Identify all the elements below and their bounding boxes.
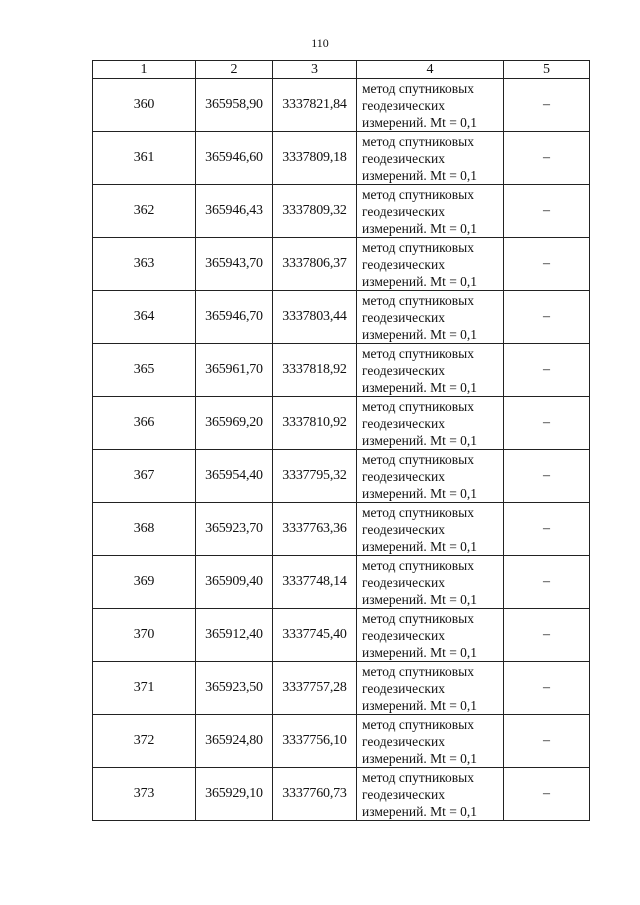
x-coordinate-cell: 365961,70 [196,344,273,397]
x-coordinate-cell: 365929,10 [196,768,273,821]
table-row [93,132,590,185]
method-line: геодезических [362,574,445,590]
y-coordinate-cell: 3337748,14 [273,556,357,609]
table-row [93,79,590,132]
x-coordinate-cell: 365969,20 [196,397,273,450]
point-number-cell: 365 [93,344,196,397]
method-line: метод спутниковых [362,133,474,149]
note-cell: – [504,715,590,768]
y-coordinate-cell: 3337795,32 [273,450,357,503]
table-row [93,768,590,821]
method-line: геодезических [362,415,445,431]
note-cell: – [504,344,590,397]
x-coordinate-cell: 365924,80 [196,715,273,768]
note-cell: – [504,185,590,238]
y-coordinate-cell: 3337806,37 [273,238,357,291]
method-line: измерений. Mt = 0,1 [362,326,478,342]
table-row [93,397,590,450]
method-cell [357,609,504,662]
method-line: измерений. Mt = 0,1 [362,538,478,554]
method-line: геодезических [362,256,445,272]
method-cell [357,556,504,609]
point-number-cell: 363 [93,238,196,291]
note-cell: – [504,132,590,185]
x-coordinate-cell: 365943,70 [196,238,273,291]
method-line: метод спутниковых [362,663,474,679]
point-number-cell: 369 [93,556,196,609]
method-line: геодезических [362,150,445,166]
method-line: метод спутниковых [362,186,474,202]
method-line: метод спутниковых [362,557,474,573]
point-number-cell: 366 [93,397,196,450]
coordinates-table [92,60,590,821]
y-coordinate-cell: 3337809,18 [273,132,357,185]
point-number-cell: 361 [93,132,196,185]
point-number-cell: 371 [93,662,196,715]
method-line: геодезических [362,97,445,113]
header-row [93,61,590,79]
table-row [93,556,590,609]
y-coordinate-cell: 3337809,32 [273,185,357,238]
table-row [93,715,590,768]
x-coordinate-cell: 365958,90 [196,79,273,132]
point-number-cell: 370 [93,609,196,662]
method-line: метод спутниковых [362,716,474,732]
method-cell [357,132,504,185]
method-cell [357,238,504,291]
table-row [93,291,590,344]
method-line: геодезических [362,786,445,802]
header-col-4: 4 [357,61,504,79]
method-line: геодезических [362,309,445,325]
table-row [93,503,590,556]
method-cell [357,291,504,344]
y-coordinate-cell: 3337760,73 [273,768,357,821]
method-line: метод спутниковых [362,80,474,96]
note-cell: – [504,397,590,450]
method-cell [357,768,504,821]
point-number-cell: 368 [93,503,196,556]
method-cell [357,79,504,132]
y-coordinate-cell: 3337810,92 [273,397,357,450]
method-line: геодезических [362,733,445,749]
note-cell: – [504,450,590,503]
note-cell: – [504,662,590,715]
method-line: метод спутниковых [362,345,474,361]
y-coordinate-cell: 3337763,36 [273,503,357,556]
method-line: измерений. Mt = 0,1 [362,485,478,501]
method-cell [357,344,504,397]
method-line: метод спутниковых [362,239,474,255]
note-cell: – [504,291,590,344]
point-number-cell: 362 [93,185,196,238]
note-cell: – [504,503,590,556]
y-coordinate-cell: 3337803,44 [273,291,357,344]
point-number-cell: 364 [93,291,196,344]
method-line: измерений. Mt = 0,1 [362,591,478,607]
method-line: геодезических [362,362,445,378]
x-coordinate-cell: 365923,70 [196,503,273,556]
method-line: метод спутниковых [362,610,474,626]
header-col-5: 5 [504,61,590,79]
method-line: геодезических [362,468,445,484]
method-line: измерений. Mt = 0,1 [362,644,478,660]
x-coordinate-cell: 365923,50 [196,662,273,715]
note-cell: – [504,238,590,291]
method-line: геодезических [362,203,445,219]
point-number-cell: 372 [93,715,196,768]
y-coordinate-cell: 3337818,92 [273,344,357,397]
header-col-3: 3 [273,61,357,79]
method-line: измерений. Mt = 0,1 [362,273,478,289]
method-line: метод спутниковых [362,769,474,785]
header-col-1: 1 [93,61,196,79]
table-row [93,185,590,238]
table-row [93,609,590,662]
method-line: геодезических [362,627,445,643]
table-row [93,344,590,397]
header-col-2: 2 [196,61,273,79]
point-number-cell: 367 [93,450,196,503]
x-coordinate-cell: 365946,43 [196,185,273,238]
page-number: 110 [311,36,329,50]
y-coordinate-cell: 3337745,40 [273,609,357,662]
y-coordinate-cell: 3337757,28 [273,662,357,715]
y-coordinate-cell: 3337821,84 [273,79,357,132]
method-line: метод спутниковых [362,451,474,467]
method-line: геодезических [362,521,445,537]
method-cell [357,662,504,715]
x-coordinate-cell: 365909,40 [196,556,273,609]
table-row [93,662,590,715]
method-cell [357,397,504,450]
method-cell [357,715,504,768]
x-coordinate-cell: 365946,70 [196,291,273,344]
y-coordinate-cell: 3337756,10 [273,715,357,768]
method-line: измерений. Mt = 0,1 [362,167,478,183]
method-cell [357,503,504,556]
method-line: геодезических [362,680,445,696]
method-line: измерений. Mt = 0,1 [362,220,478,236]
note-cell: – [504,79,590,132]
note-cell: – [504,609,590,662]
table-body [93,79,590,821]
method-line: метод спутниковых [362,292,474,308]
x-coordinate-cell: 365912,40 [196,609,273,662]
note-cell: – [504,556,590,609]
method-line: измерений. Mt = 0,1 [362,803,478,819]
x-coordinate-cell: 365946,60 [196,132,273,185]
method-line: измерений. Mt = 0,1 [362,432,478,448]
method-line: измерений. Mt = 0,1 [362,750,478,766]
method-cell [357,450,504,503]
point-number-cell: 373 [93,768,196,821]
method-line: метод спутниковых [362,504,474,520]
point-number-cell: 360 [93,79,196,132]
x-coordinate-cell: 365954,40 [196,450,273,503]
method-line: измерений. Mt = 0,1 [362,379,478,395]
method-line: измерений. Mt = 0,1 [362,114,478,130]
method-line: измерений. Mt = 0,1 [362,697,478,713]
table-row [93,450,590,503]
table-row [93,238,590,291]
note-cell: – [504,768,590,821]
method-line: метод спутниковых [362,398,474,414]
method-cell [357,185,504,238]
